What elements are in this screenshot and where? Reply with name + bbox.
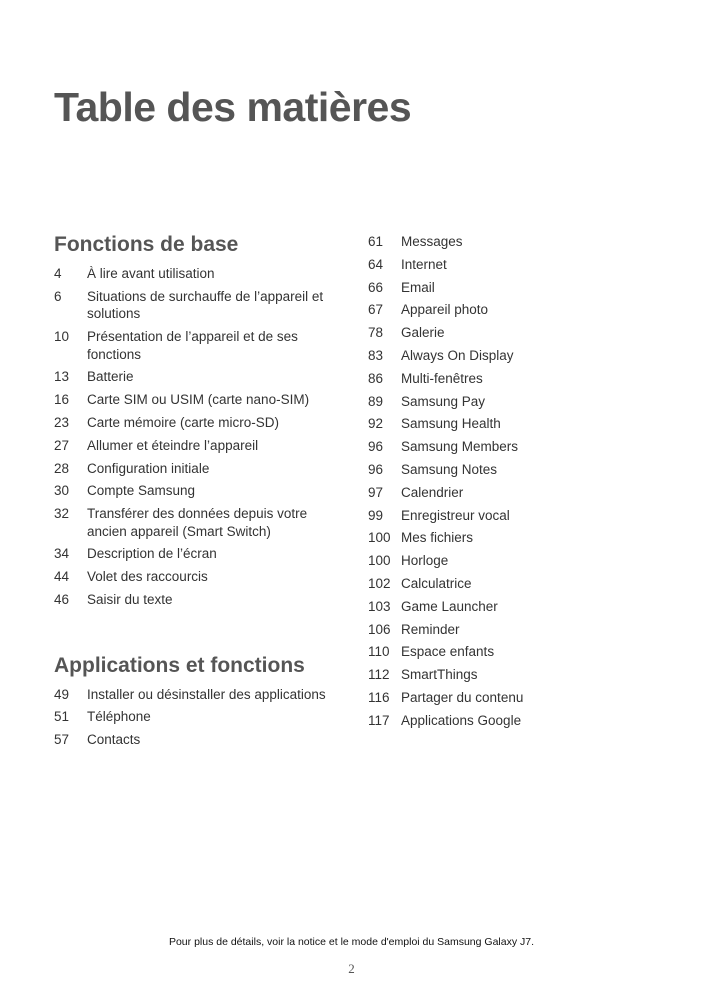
toc-entry-page-number: 86	[368, 370, 384, 386]
toc-entry[interactable]	[368, 712, 668, 730]
toc-entry[interactable]	[54, 391, 339, 409]
toc-entry[interactable]	[368, 279, 668, 297]
toc-left-column	[54, 232, 339, 754]
toc-entry-title: Saisir du texte	[87, 592, 173, 608]
toc-entry[interactable]	[54, 328, 339, 363]
toc-list-applications-et-fonctions	[54, 686, 339, 749]
toc-entry-title: Reminder	[401, 621, 460, 637]
toc-entry[interactable]	[368, 529, 668, 547]
toc-entry-page-number: 100	[368, 530, 391, 546]
footer-note: Pour plus de détails, voir la notice et le mode d'emploi du Samsung Galaxy J7.	[168, 936, 535, 948]
toc-entry[interactable]	[368, 324, 668, 342]
toc-entry-page-number: 96	[368, 461, 384, 477]
toc-entry-page-number: 102	[368, 575, 391, 591]
toc-entry-page-number: 92	[368, 416, 384, 432]
toc-entry[interactable]	[54, 460, 339, 478]
toc-entry-title: SmartThings	[401, 667, 478, 683]
toc-entry-title: Galerie	[401, 325, 445, 341]
toc-entry[interactable]	[368, 393, 668, 411]
toc-entry-title: Batterie	[87, 369, 134, 385]
toc-entry-page-number: 57	[54, 732, 70, 748]
toc-entry-title: Horloge	[401, 553, 449, 569]
toc-entry-title: Game Launcher	[401, 598, 498, 614]
toc-entry[interactable]	[368, 507, 668, 525]
toc-entry-page-number: 30	[54, 483, 70, 499]
toc-entry-page-number: 44	[54, 569, 70, 585]
toc-entry[interactable]	[368, 301, 668, 319]
toc-entry-page-number: 117	[368, 712, 390, 728]
toc-entry[interactable]	[54, 591, 339, 609]
toc-entry[interactable]	[54, 414, 339, 432]
toc-entry-title: Allumer et éteindre l’appareil	[87, 437, 259, 453]
toc-entry-page-number: 112	[368, 667, 390, 683]
toc-entry[interactable]	[54, 686, 339, 704]
toc-list-fonctions-de-base	[54, 265, 339, 609]
toc-entry-page-number: 100	[368, 553, 391, 569]
toc-entry-page-number: 46	[54, 592, 70, 608]
toc-entry-title: Messages	[401, 234, 463, 249]
toc-entry-page-number: 116	[368, 689, 390, 705]
toc-entry-page-number: 97	[368, 484, 384, 500]
toc-entry-title: Mes fichiers	[401, 530, 474, 546]
toc-entry-page-number: 89	[368, 393, 384, 409]
toc-entry[interactable]	[368, 256, 668, 274]
toc-entry-title: Carte mémoire (carte micro-SD)	[87, 414, 280, 430]
toc-entry-page-number: 106	[368, 621, 391, 637]
toc-entry[interactable]	[54, 568, 339, 586]
toc-entry-page-number: 67	[368, 302, 384, 318]
toc-entry-title: Partager du contenu	[401, 689, 524, 705]
toc-entry[interactable]	[54, 708, 339, 726]
toc-entry-title: Appareil photo	[401, 302, 489, 318]
toc-entry-page-number: 51	[54, 709, 70, 725]
toc-entry-page-number: 28	[54, 460, 70, 476]
toc-entry-page-number: 49	[54, 686, 70, 702]
toc-entry-title: Samsung Health	[401, 416, 501, 432]
toc-entry[interactable]	[368, 643, 668, 661]
section-heading-fonctions-de-base: Fonctions de base	[54, 233, 239, 256]
toc-entry-page-number: 96	[368, 439, 384, 455]
toc-entry-page-number: 6	[54, 288, 62, 304]
toc-entry-title: Contacts	[87, 732, 141, 748]
toc-entry-page-number: 64	[368, 256, 384, 272]
toc-entry-page-number: 78	[368, 325, 384, 341]
toc-entry[interactable]	[368, 484, 668, 502]
toc-entry[interactable]	[368, 461, 668, 479]
toc-entry-title: Transférer des données depuis votre ancien appareil (Smart Switch)	[87, 506, 308, 539]
toc-entry-title: Internet	[401, 256, 447, 272]
toc-right-column	[368, 233, 668, 735]
toc-entry-title: Applications Google	[401, 712, 522, 728]
toc-entry-title: Espace enfants	[401, 644, 495, 660]
toc-entry[interactable]	[54, 288, 339, 323]
toc-entry-page-number: 83	[368, 347, 384, 363]
toc-entry-page-number: 66	[368, 279, 384, 295]
toc-entry-title: Samsung Pay	[401, 393, 486, 409]
toc-entry[interactable]	[54, 482, 339, 500]
toc-entry[interactable]	[54, 505, 339, 540]
toc-entry-title: Compte Samsung	[87, 483, 196, 499]
toc-entry-page-number: 99	[368, 507, 384, 523]
toc-entry[interactable]	[368, 666, 668, 684]
toc-entry-title: Calendrier	[401, 484, 464, 500]
page-title: Table des matières	[54, 84, 412, 130]
toc-entry-page-number: 61	[368, 234, 384, 249]
toc-entry-title: Présentation de l’appareil et de ses fonctions	[87, 329, 298, 362]
toc-entry-page-number: 27	[54, 437, 70, 453]
toc-entry[interactable]	[368, 415, 668, 433]
toc-entry[interactable]	[368, 552, 668, 570]
toc-entry[interactable]	[368, 233, 668, 251]
toc-entry[interactable]	[368, 598, 668, 616]
toc-entry-page-number: 103	[368, 598, 391, 614]
page-number: 2	[348, 961, 355, 976]
toc-entry-title: Volet des raccourcis	[87, 569, 208, 585]
toc-entry-title: Carte SIM ou USIM (carte nano-SIM)	[87, 392, 310, 408]
toc-entry-title: Situations de surchauffe de l’appareil et solutions	[87, 288, 324, 322]
toc-entry-title: Always On Display	[401, 347, 514, 363]
toc-entry[interactable]	[54, 545, 339, 563]
toc-entry[interactable]	[368, 370, 668, 388]
toc-entry-page-number: 13	[54, 369, 70, 385]
toc-entry-title: Email	[401, 279, 435, 295]
toc-entry[interactable]	[368, 621, 668, 639]
toc-entry-page-number: 10	[54, 329, 70, 345]
toc-entry-page-number: 16	[54, 392, 70, 408]
toc-entry-title: Configuration initiale	[87, 460, 210, 476]
toc-entry[interactable]	[54, 368, 339, 386]
toc-entry-title: Multi-fenêtres	[401, 370, 483, 386]
section-heading-applications-et-fonctions: Applications et fonctions	[54, 653, 305, 677]
toc-list-applications-continued	[368, 233, 668, 729]
toc-entry-page-number: 34	[54, 546, 70, 562]
toc-entry-title: Samsung Notes	[401, 461, 498, 477]
toc-entry[interactable]	[368, 689, 668, 707]
toc-entry-title: Description de l’écran	[87, 546, 217, 562]
toc-entry-page-number: 23	[54, 414, 70, 430]
toc-entry[interactable]	[54, 437, 339, 455]
toc-entry-title: Enregistreur vocal	[401, 507, 510, 523]
toc-entry[interactable]	[368, 347, 668, 365]
toc-entry[interactable]	[54, 731, 339, 749]
toc-entry-title: Installer ou désinstaller des applications	[87, 686, 326, 702]
toc-entry-title: À lire avant utilisation	[87, 266, 215, 281]
toc-entry-title: Téléphone	[87, 709, 151, 725]
toc-entry-title: Calculatrice	[401, 575, 472, 591]
toc-entry[interactable]	[54, 265, 339, 283]
toc-entry-title: Samsung Members	[401, 439, 519, 455]
toc-entry-page-number: 32	[54, 506, 70, 522]
toc-entry[interactable]	[368, 438, 668, 456]
toc-entry-page-number: 4	[54, 266, 62, 281]
toc-entry-page-number: 110	[368, 644, 390, 660]
toc-entry[interactable]	[368, 575, 668, 593]
